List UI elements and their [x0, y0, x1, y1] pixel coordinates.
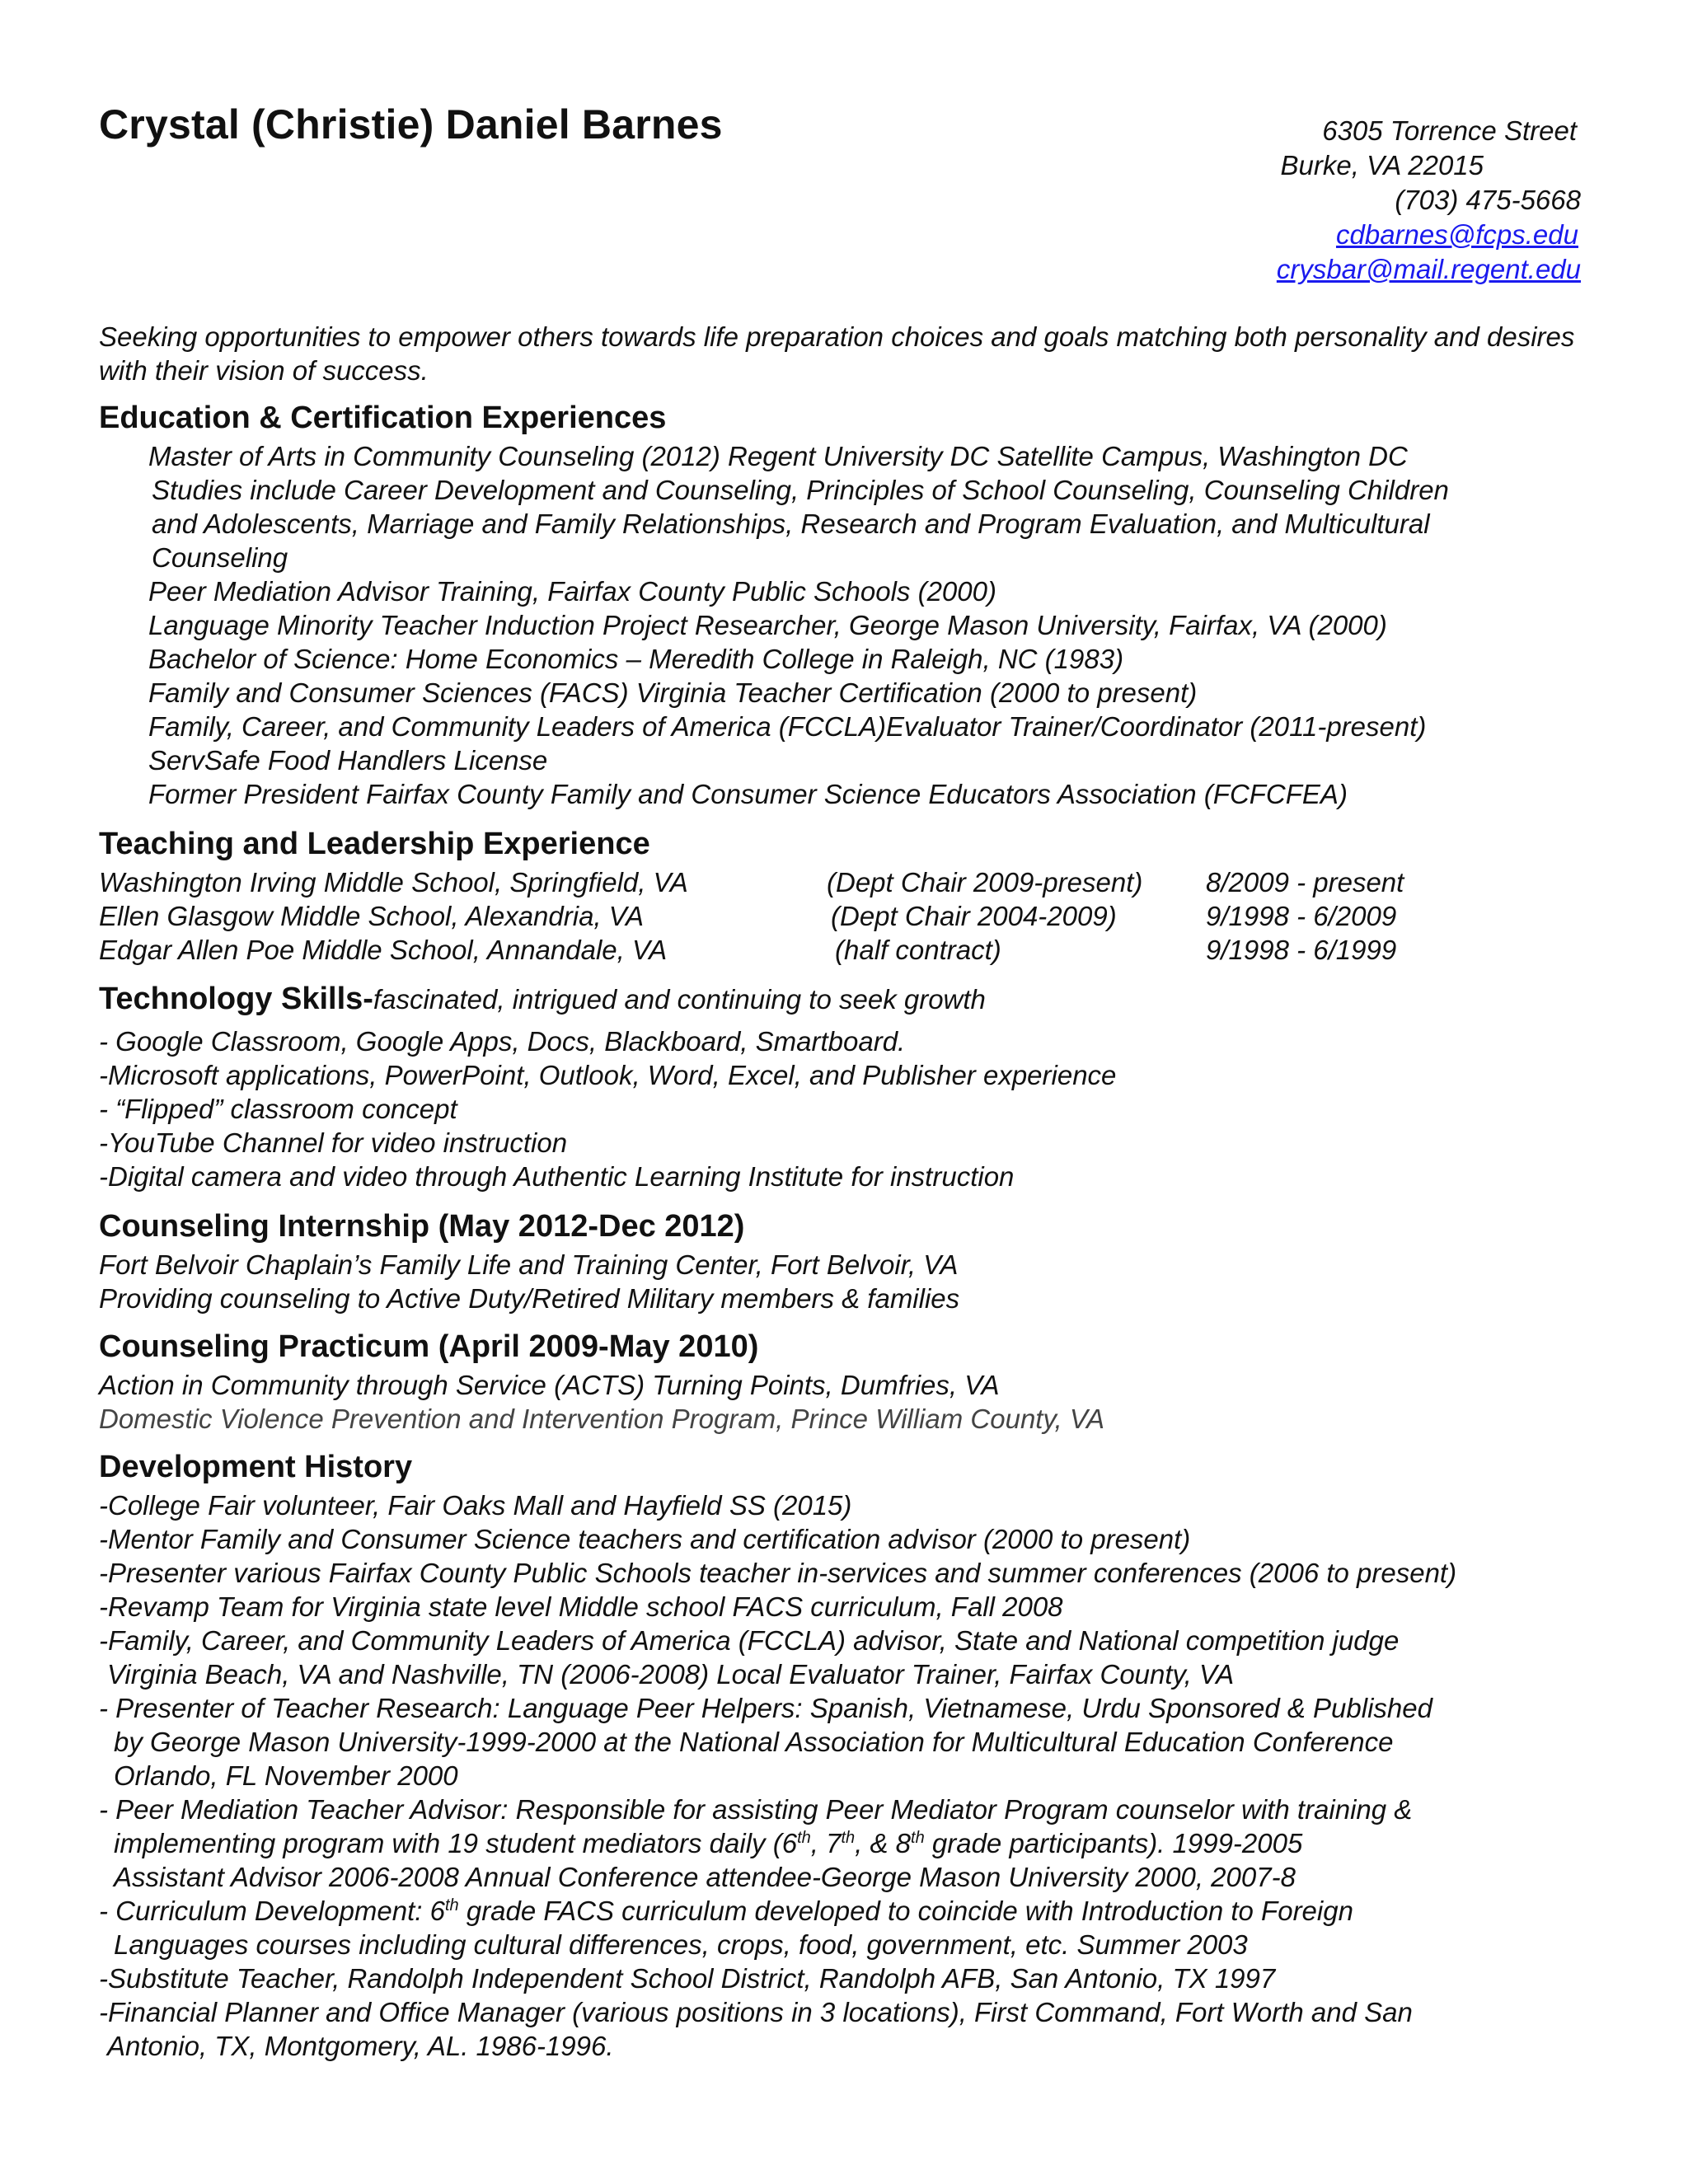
objective-statement: Seeking opportunities to empower others towards life preparation choices and goals matching both personality and desires with their vision of success. [99, 321, 1575, 386]
technology-heading-title: Technology Skills- [99, 982, 373, 1016]
development-item: -College Fair volunteer, Fair Oaks Mall and Hayfield SS (2015) [99, 1490, 852, 1521]
internship-heading: Counseling Internship (May 2012-Dec 2012) [99, 1209, 745, 1244]
education-item: Bachelor of Science: Home Economics – Meredith College in Raleigh, NC (1983) [148, 644, 1124, 674]
studies-line: Counseling [152, 542, 288, 573]
education-heading: Education & Certification Experiences [99, 401, 667, 435]
education-item: Peer Mediation Advisor Training, Fairfax County Public Schools (2000) [148, 576, 996, 607]
practicum-line: Domestic Violence Prevention and Intervention Program, Prince William County, VA [99, 1404, 1105, 1434]
email-link-fcps[interactable]: cdbarnes@fcps.edu [1335, 219, 1578, 250]
role-cell: (half contract) [835, 935, 1001, 965]
superscript: th [841, 1829, 856, 1847]
table-row [99, 865, 1582, 899]
development-item: by George Mason University-1999-2000 at the National Association for Multicultural Education Conference [114, 1727, 1394, 1757]
internship-details [99, 1248, 959, 1315]
development-item [99, 1826, 1456, 1860]
superscript: th [797, 1829, 811, 1847]
studies-line: Studies include Career Development and Counseling, Principles of School Counseling, Counseling Children [152, 475, 1449, 505]
practicum-heading: Counseling Practicum (April 2009-May 2010) [99, 1329, 759, 1364]
technology-heading [99, 980, 986, 1019]
studies-line: and Adolescents, Marriage and Family Relationships, Research and Program Evaluation, and Multicultural [152, 509, 1430, 539]
phone-number: (703) 475-5668 [1395, 185, 1581, 215]
email-link-regent[interactable]: crysbar@mail.regent.edu [1276, 254, 1581, 284]
table-row [99, 899, 1582, 933]
dates-cell: 9/1998 - 6/2009 [1206, 901, 1397, 931]
address-line-1: 6305 Torrence Street [1322, 115, 1577, 146]
development-heading: Development History [99, 1450, 413, 1484]
education-item: Language Minority Teacher Induction Project Researcher, George Mason University, Fairfax, VA (2000) [148, 610, 1387, 640]
technology-list [99, 1024, 1116, 1193]
school-cell: Washington Irving Middle School, Springfield, VA [99, 867, 688, 898]
internship-line: Providing counseling to Active Duty/Retired Military members & families [99, 1283, 960, 1314]
development-item: -Family, Career, and Community Leaders of America (FCCLA) advisor, State and National competition judge [99, 1625, 1400, 1656]
technology-item: -Microsoft applications, PowerPoint, Outlook, Word, Excel, and Publisher experience [99, 1060, 1117, 1090]
development-item: -Revamp Team for Virginia state level Middle school FACS curriculum, Fall 2008 [99, 1591, 1063, 1622]
education-item: ServSafe Food Handlers License [148, 745, 548, 776]
role-cell: (Dept Chair 2009-present) [827, 867, 1143, 898]
development-item: Antonio, TX, Montgomery, AL. 1986-1996. [107, 2031, 614, 2061]
development-item: -Mentor Family and Consumer Science teachers and certification advisor (2000 to present) [99, 1524, 1191, 1554]
development-list [99, 1488, 1456, 2063]
resume-name: Crystal (Christie) Daniel Barnes [99, 101, 723, 148]
superscript: th [911, 1829, 925, 1847]
technology-item: -Digital camera and video through Authentic Learning Institute for instruction [99, 1161, 1015, 1192]
role-cell: (Dept Chair 2004-2009) [831, 901, 1117, 931]
development-item: Languages courses including cultural differences, crops, food, government, etc. Summer 2003 [114, 1929, 1248, 1960]
superscript: th [444, 1896, 459, 1915]
development-item: Assistant Advisor 2006-2008 Annual Conference attendee-George Mason University 2000, 2007-8 [114, 1862, 1296, 1892]
school-cell: Edgar Allen Poe Middle School, Annandale, VA [99, 935, 668, 965]
text-run: , 7 [810, 1828, 842, 1858]
education-list [99, 439, 1449, 811]
table-row [99, 933, 1582, 967]
practicum-line: Action in Community through Service (ACTS) Turning Points, Dumfries, VA [99, 1370, 1000, 1400]
development-item [99, 1894, 1456, 1928]
teaching-heading: Teaching and Leadership Experience [99, 827, 650, 861]
teaching-table [99, 865, 1582, 967]
development-item: -Financial Planner and Office Manager (various positions in 3 locations), First Command, Fort Worth and San [99, 1997, 1413, 2027]
development-item: -Substitute Teacher, Randolph Independent School District, Randolph AFB, San Antonio, TX 1997 [99, 1963, 1276, 1994]
education-item: Family, Career, and Community Leaders of America (FCCLA)Evaluator Trainer/Coordinator (2011-present) [148, 711, 1427, 742]
text-run: grade FACS curriculum developed to coincide with Introduction to Foreign [458, 1896, 1353, 1926]
education-item: Former President Fairfax County Family and Consumer Science Educators Association (FCFCFEA) [148, 779, 1348, 809]
text-run: , & 8 [855, 1828, 912, 1858]
practicum-details [99, 1368, 1104, 1436]
development-item: - Presenter of Teacher Research: Language Peer Helpers: Spanish, Vietnamese, Urdu Sponsored & Published [99, 1693, 1432, 1723]
development-item: Orlando, FL November 2000 [114, 1760, 458, 1791]
degree-line: Master of Arts in Community Counseling (2012) Regent University DC Satellite Campus, Washington DC [148, 441, 1408, 471]
dates-cell: 9/1998 - 6/1999 [1206, 935, 1397, 965]
technology-subheading: fascinated, intrigued and continuing to seek growth [373, 984, 986, 1015]
technology-item: - Google Classroom, Google Apps, Docs, Blackboard, Smartboard. [99, 1026, 906, 1057]
education-item: Family and Consumer Sciences (FACS) Virginia Teacher Certification (2000 to present) [148, 677, 1198, 708]
technology-item: -YouTube Channel for video instruction [99, 1127, 568, 1158]
school-cell: Ellen Glasgow Middle School, Alexandria, VA [99, 901, 644, 931]
development-item: Virginia Beach, VA and Nashville, TN (2006-2008) Local Evaluator Trainer, Fairfax County, VA [107, 1659, 1235, 1690]
contact-block [1277, 114, 1581, 287]
text-run: - Curriculum Development: 6 [99, 1896, 445, 1926]
development-item: - Peer Mediation Teacher Advisor: Responsible for assisting Peer Mediator Program counselor with training & [99, 1794, 1413, 1825]
text-run: implementing program with 19 student mediators daily (6 [114, 1828, 798, 1858]
dates-cell: 8/2009 - present [1206, 867, 1404, 898]
internship-line: Fort Belvoir Chaplain’s Family Life and Training Center, Fort Belvoir, VA [99, 1249, 959, 1280]
text-run: grade participants). 1999-2005 [924, 1828, 1303, 1858]
technology-item: - “Flipped” classroom concept [99, 1094, 457, 1124]
address-line-2: Burke, VA 22015 [1280, 150, 1484, 180]
development-item: -Presenter various Fairfax County Public Schools teacher in-services and summer conferences (2006 to present) [99, 1558, 1457, 1588]
